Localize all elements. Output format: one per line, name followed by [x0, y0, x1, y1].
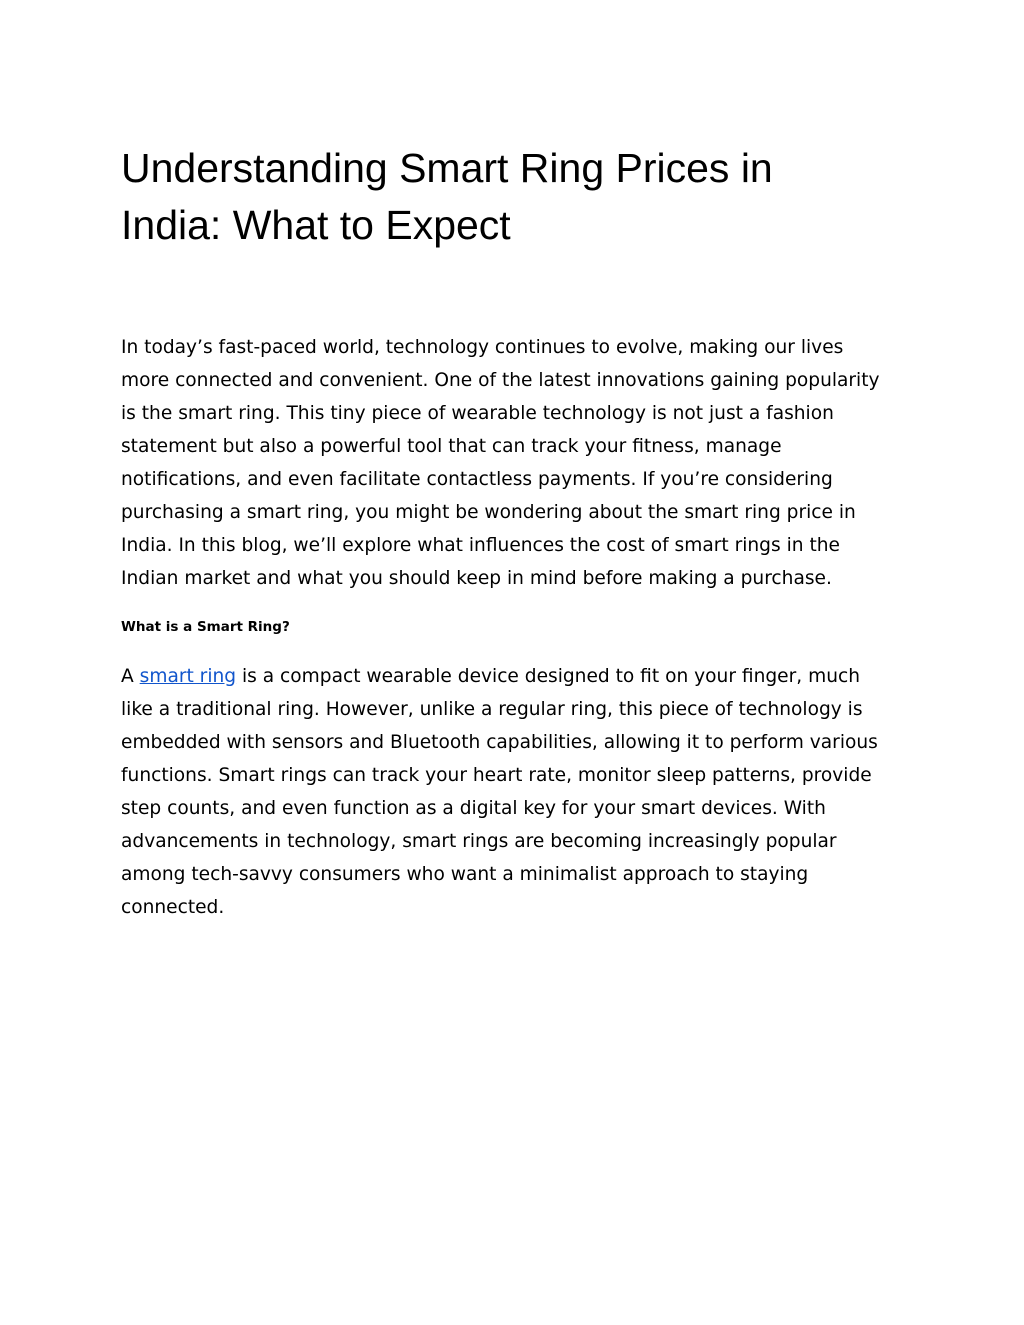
paragraph-line: among tech-savvy consumers who want a minimalist approach to staying	[121, 864, 809, 885]
paragraph-line: purchasing a smart ring, you might be wondering about the smart ring price in	[121, 502, 856, 523]
page-title-line: Understanding Smart Ring Prices in	[121, 145, 773, 191]
paragraph-line: embedded with sensors and Bluetooth capabilities, allowing it to perform various	[121, 732, 878, 753]
paragraph-line: advancements in technology, smart rings are becoming increasingly popular	[121, 831, 837, 852]
line-prefix: A	[121, 666, 140, 687]
paragraph-line: statement but also a powerful tool that can track your fitness, manage	[121, 436, 782, 457]
paragraph-line: more connected and convenient. One of the latest innovations gaining popularity	[121, 370, 880, 391]
paragraph-line: connected.	[121, 897, 225, 918]
paragraph-line: like a traditional ring. However, unlike a regular ring, this piece of technology is	[121, 699, 863, 720]
paragraph-line: functions. Smart rings can track your heart rate, monitor sleep patterns, provide	[121, 765, 872, 786]
paragraph-line: notifications, and even facilitate contactless payments. If you’re considering	[121, 469, 833, 490]
page-title	[121, 140, 901, 254]
paragraph-line: India. In this blog, we’ll explore what influences the cost of smart rings in the	[121, 535, 840, 556]
intro-paragraph	[121, 331, 901, 595]
paragraph-line	[121, 660, 901, 693]
section-paragraph	[121, 660, 901, 924]
paragraph-line: Indian market and what you should keep in mind before making a purchase.	[121, 568, 832, 589]
line-suffix: is a compact wearable device designed to fit on your finger, much	[236, 666, 860, 687]
paragraph-line: In today’s fast-paced world, technology continues to evolve, making our lives	[121, 337, 844, 358]
document-page	[121, 140, 901, 918]
section-heading: What is a Smart Ring?	[121, 619, 290, 635]
paragraph-line: is the smart ring. This tiny piece of wearable technology is not just a fashion	[121, 403, 834, 424]
page-title-line: India: What to Expect	[121, 202, 511, 248]
smart-ring-link[interactable]: smart ring	[139, 666, 237, 687]
paragraph-line: step counts, and even function as a digital key for your smart devices. With	[121, 798, 826, 819]
